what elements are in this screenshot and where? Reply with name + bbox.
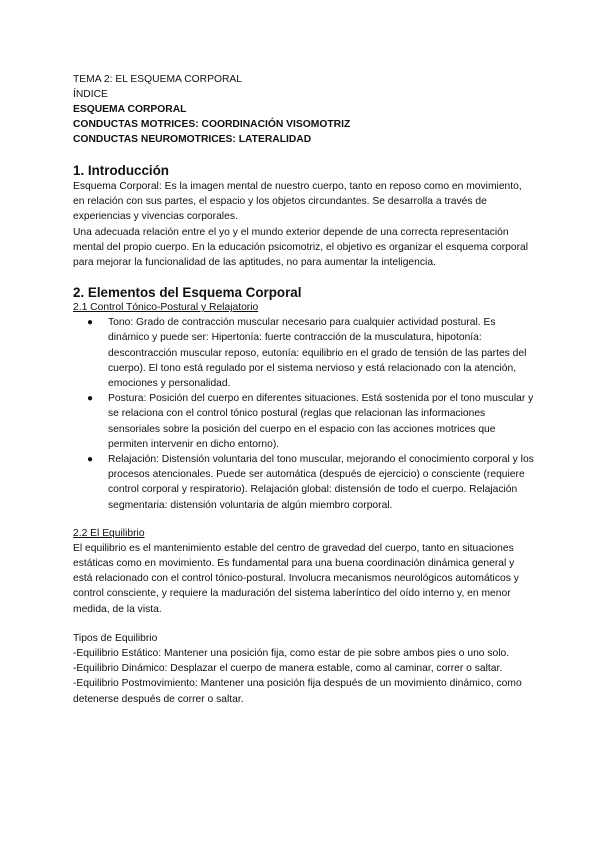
index-item: CONDUCTAS MOTRICES: COORDINACIÓN VISOMOTRIZ: [73, 119, 351, 130]
intro-paragraph: Esquema Corporal: Es la imagen mental de nuestro cuerpo, tanto en reposo como en movimiento, en relación con sus partes, el espacio y los objetos circundantes. Se desarrolla a través de experiencias y vivencias corporales.: [73, 181, 522, 223]
bullet-icon: ●: [87, 393, 94, 405]
index-item: CONDUCTAS NEUROMOTRICES: LATERALIDAD: [73, 134, 312, 145]
bullet-list: [73, 315, 535, 513]
balance-paragraph: El equilibrio es el mantenimiento estable del centro de gravedad del cuerpo, tanto en situaciones estáticas como en movimiento. Es fundamental para una buena coordinación dinámica general y está relacionado con el control tónico-postural. Involucra mecanismos neurológicos automáticos y control consciente, y requiere la maduración del sistema laberíntico del oído interno y, en menor medida, de la vista.: [73, 542, 519, 615]
list-item: ● Relajación: Distensión voluntaria del tono muscular, mejorando el conocimiento corporal y los procesos atencionales. Puede ser automática (después de ejercicio) o consciente (requiere control corporal y respiratorio). Relajación global: distensión de todo el cuerpo. Relajación segmentaria: distensión voluntaria de algún miembro corporal.: [87, 454, 534, 511]
section-heading-elements: 2. Elementos del Esquema Corporal: [73, 285, 302, 301]
document-body: [73, 72, 535, 707]
balance-type: -Equilibrio Postmovimiento: Mantener una posición fija después de un movimiento dinámico, como detenerse después de correr o saltar.: [73, 678, 522, 705]
index-item: ESQUEMA CORPORAL: [73, 104, 187, 115]
subheading-tonic-postural: 2.1 Control Tónico-Postural y Relajatorio: [73, 302, 259, 314]
types-label: Tipos de Equilibrio: [73, 632, 158, 644]
subheading-balance: 2.2 El Equilibrio: [73, 527, 145, 539]
topic-title: TEMA 2: EL ESQUEMA CORPORAL: [73, 74, 242, 85]
balance-type: -Equilibrio Estático: Mantener una posición fija, como estar de pie sobre ambos pies o uno solo.: [73, 648, 510, 660]
intro-paragraph: Una adecuada relación entre el yo y el mundo exterior depende de una correcta representación mental del propio cuerpo. En la educación psicomotriz, el objetivo es organizar el esquema corporal para mejorar la funcionalidad de las aptitudes, no para aumentar la inteligencia.: [73, 226, 529, 269]
balance-type: -Equilibrio Dinámico: Desplazar el cuerpo de manera estable, como al caminar, correr o saltar.: [73, 663, 503, 675]
list-item: ● Postura: Posición del cuerpo en diferentes situaciones. Está sostenida por el tono muscular y se relaciona con el control tónico postural (reglas que relacionan las informaciones sensoriales sobre la posición del cuerpo en el espacio con las acciones motrices que permiten intervenir en dicho entorno).: [87, 393, 534, 450]
bullet-icon: ●: [87, 317, 94, 329]
index-label: ÍNDICE: [73, 89, 108, 100]
section-heading-introduction: 1. Introducción: [73, 163, 169, 178]
bullet-icon: ●: [87, 454, 94, 466]
list-item: ● Tono: Grado de contracción muscular necesario para cualquier actividad postural. Es dinámico y puede ser: Hipertonía: fuerte contracción de la musculatura, hipotonía: descontracción muscular reposo, eutonía: equilibrio en el grado de tensión de las partes del cuerpo). El tono está regulado por el sistema nervioso y está relacionado con la atención, emociones y personalidad.: [87, 317, 527, 390]
